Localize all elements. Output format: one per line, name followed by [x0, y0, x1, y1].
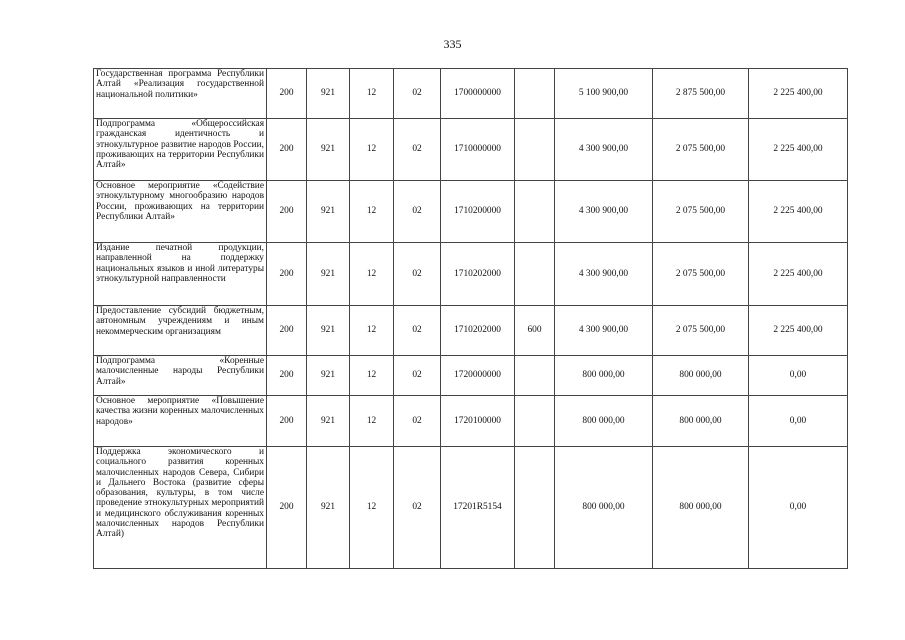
cell-c3: 12 [350, 396, 394, 447]
cell-sum-1: 800 000,00 [555, 356, 653, 396]
row-name: Основное мероприятие «Повышение качества жизни коренных малочисленных народов» [94, 396, 267, 447]
cell-code: 1710000000 [441, 119, 515, 181]
cell-sum-2: 2 075 500,00 [653, 306, 749, 356]
cell-code: 1710200000 [441, 181, 515, 243]
cell-c2: 921 [307, 69, 350, 119]
cell-c1: 200 [267, 447, 307, 569]
cell-code: 1720100000 [441, 396, 515, 447]
cell-sum-2: 2 075 500,00 [653, 243, 749, 306]
cell-c1: 200 [267, 181, 307, 243]
cell-sum-1: 4 300 900,00 [555, 306, 653, 356]
cell-sum-2: 2 875 500,00 [653, 69, 749, 119]
budget-table [93, 68, 848, 569]
row-name: Издание печатной продукции, направленной на поддержку национальных языков и иной литературы этнокультурной направленности [94, 243, 267, 306]
cell-c1: 200 [267, 243, 307, 306]
cell-c4: 02 [394, 396, 441, 447]
row-name: Поддержка экономического и социального развития коренных малочисленных народов Севера, Сибири и Дальнего Востока (развитие сферы образования, культуры, в том числе проведение этнокультурных мероприятий и медицинского обслуживания коренных малочисленных народов Республики Алтай) [94, 447, 267, 569]
page-number: 335 [443, 37, 462, 51]
row-name: Государственная программа Республики Алтай «Реализация государственной национальной политики» [94, 69, 267, 119]
cell-code: 1720000000 [441, 356, 515, 396]
cell-sum-2: 800 000,00 [653, 356, 749, 396]
cell-vr [515, 356, 555, 396]
row-name: Предоставление субсидий бюджетным, автономным учреждениям и иным некоммерческим организациям [94, 306, 267, 356]
cell-c3: 12 [350, 447, 394, 569]
cell-c4: 02 [394, 243, 441, 306]
cell-sum-1: 4 300 900,00 [555, 181, 653, 243]
cell-sum-2: 2 075 500,00 [653, 181, 749, 243]
cell-c1: 200 [267, 356, 307, 396]
cell-sum-1: 5 100 900,00 [555, 69, 653, 119]
cell-c3: 12 [350, 243, 394, 306]
cell-vr [515, 243, 555, 306]
cell-c3: 12 [350, 356, 394, 396]
cell-sum-3: 2 225 400,00 [749, 306, 848, 356]
cell-c2: 921 [307, 356, 350, 396]
cell-c3: 12 [350, 119, 394, 181]
cell-sum-2: 800 000,00 [653, 396, 749, 447]
table-row [94, 396, 848, 447]
cell-c2: 921 [307, 447, 350, 569]
cell-c1: 200 [267, 119, 307, 181]
cell-sum-1: 4 300 900,00 [555, 119, 653, 181]
table-body [94, 69, 848, 569]
cell-c4: 02 [394, 356, 441, 396]
table-row [94, 243, 848, 306]
cell-vr [515, 447, 555, 569]
cell-c2: 921 [307, 181, 350, 243]
cell-code: 17201R5154 [441, 447, 515, 569]
table-row [94, 356, 848, 396]
cell-c4: 02 [394, 306, 441, 356]
cell-c4: 02 [394, 119, 441, 181]
cell-vr [515, 69, 555, 119]
cell-vr: 600 [515, 306, 555, 356]
cell-c1: 200 [267, 69, 307, 119]
cell-code: 1700000000 [441, 69, 515, 119]
cell-sum-2: 2 075 500,00 [653, 119, 749, 181]
cell-c4: 02 [394, 69, 441, 119]
cell-c2: 921 [307, 396, 350, 447]
cell-c4: 02 [394, 181, 441, 243]
cell-sum-3: 2 225 400,00 [749, 119, 848, 181]
cell-c3: 12 [350, 181, 394, 243]
cell-sum-3: 0,00 [749, 356, 848, 396]
cell-sum-1: 800 000,00 [555, 396, 653, 447]
table-row [94, 69, 848, 119]
cell-code: 1710202000 [441, 306, 515, 356]
table-row [94, 306, 848, 356]
cell-code: 1710202000 [441, 243, 515, 306]
cell-vr [515, 181, 555, 243]
row-name: Подпрограмма «Коренные малочисленные народы Республики Алтай» [94, 356, 267, 396]
cell-c2: 921 [307, 243, 350, 306]
cell-sum-3: 0,00 [749, 396, 848, 447]
table-row [94, 181, 848, 243]
row-name: Основное мероприятие «Содействие этнокультурному многообразию народов России, проживающих на территории Республики Алтай» [94, 181, 267, 243]
cell-c1: 200 [267, 306, 307, 356]
cell-sum-2: 800 000,00 [653, 447, 749, 569]
cell-sum-1: 800 000,00 [555, 447, 653, 569]
cell-sum-3: 0,00 [749, 447, 848, 569]
table-row [94, 447, 848, 569]
cell-sum-3: 2 225 400,00 [749, 181, 848, 243]
cell-sum-1: 4 300 900,00 [555, 243, 653, 306]
cell-sum-3: 2 225 400,00 [749, 69, 848, 119]
cell-c3: 12 [350, 69, 394, 119]
cell-c4: 02 [394, 447, 441, 569]
cell-vr [515, 119, 555, 181]
cell-vr [515, 396, 555, 447]
row-name: Подпрограмма «Общероссийская гражданская идентичность и этнокультурное развитие народов России, проживающих на территории Республики Алтай» [94, 119, 267, 181]
cell-c3: 12 [350, 306, 394, 356]
cell-sum-3: 2 225 400,00 [749, 243, 848, 306]
table-row [94, 119, 848, 181]
cell-c2: 921 [307, 119, 350, 181]
cell-c1: 200 [267, 396, 307, 447]
cell-c2: 921 [307, 306, 350, 356]
